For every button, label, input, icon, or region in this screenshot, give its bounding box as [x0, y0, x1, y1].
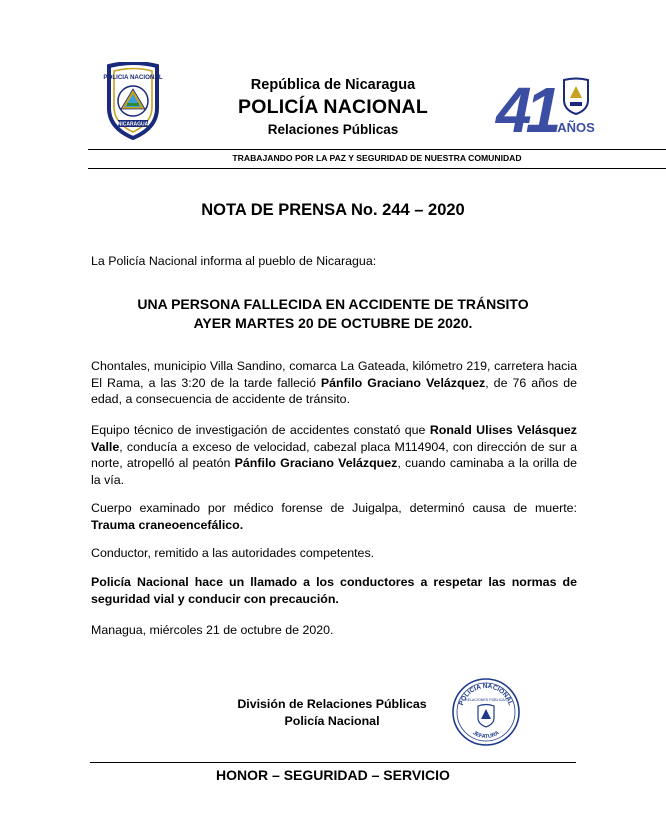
headline-line-2: AYER MARTES 20 DE OCTUBRE DE 2020. [193, 315, 473, 331]
signature-division: División de Relaciones Públicas [237, 697, 427, 711]
paragraph-2-text-b: , conducía a exceso de velocidad, cabezal placa M114904, con dirección de sur a norte, atropelló al peatón [91, 439, 577, 470]
paragraph-5-appeal: Policía Nacional hace un llamado a los conductores a respetar las normas de seguridad vial y conducir con precaución. [91, 575, 577, 606]
paragraph-3-text: Cuerpo examinado por médico forense de Juigalpa, determinó causa de muerte: [91, 501, 577, 515]
paragraph-2-text-a: Equipo técnico de investigación de accidentes constató que [91, 423, 430, 437]
paragraph-3 [91, 500, 577, 533]
driver-name: Ronald Ulises Velásquez Valle [91, 423, 577, 454]
header-rule-bottom [88, 168, 666, 169]
paragraph-1-text-a: Chontales, municipio Villa Sandino, comarca La Gateada, kilómetro 219, carretera hacia El Rama, a las 3:20 de la tarde falleció [91, 359, 577, 390]
anniversary-word: AÑOS [557, 120, 595, 135]
stamp-bottom-text [471, 730, 500, 740]
stamp-bottom-path: JEFATURA [471, 730, 501, 741]
anniversary-number: 41 [496, 74, 556, 140]
badge-bottom-text: NICARAGUA [117, 121, 149, 128]
signature-institution: Policía Nacional [284, 714, 380, 728]
paragraph-1 [91, 358, 577, 408]
header-motto: TRABAJANDO POR LA PAZ Y SEGURIDAD DE NUESTRA COMUNIDAD [232, 153, 522, 163]
header-republic: República de Nicaragua [250, 77, 416, 93]
paragraph-2-text-c: , cuando caminaba a la orilla de la vía. [91, 456, 577, 487]
header-police-name: POLICÍA NACIONAL [238, 96, 428, 118]
official-stamp [450, 676, 522, 748]
cause-of-death: Trauma craneoencefálico. [91, 517, 244, 532]
paragraph-2 [91, 422, 577, 488]
victim-name: Pánfilo Graciano Velázquez [320, 375, 486, 390]
header-department: Relaciones Públicas [267, 122, 399, 137]
stamp-top-path: POLICIA NACIONAL [458, 682, 514, 707]
place-date: Managua, miércoles 21 de octubre de 2020. [91, 623, 334, 637]
stamp-middle-text: RELACIONES PÚBLICAS [465, 698, 507, 702]
footer-motto: HONOR – SEGURIDAD – SERVICIO [216, 767, 450, 783]
intro-text: La Policía Nacional informa al pueblo de Nicaragua: [91, 254, 377, 268]
paragraph-4: Conductor, remitido a las autoridades competentes. [91, 546, 375, 560]
badge-top-text: POLICIA NACIONAL [103, 74, 163, 81]
header-rule-top [88, 149, 666, 150]
paragraph-1-text-b: , de 76 años de edad, a consecuencia de accidente de tránsito. [91, 375, 577, 406]
headline-line-1: UNA PERSONA FALLECIDA EN ACCIDENTE DE TRÁNSITO [137, 296, 529, 312]
footer-rule [90, 762, 576, 763]
pedestrian-name: Pánfilo Graciano Velázquez [234, 456, 398, 470]
anniversary-41-logo [492, 72, 600, 140]
press-note-title: NOTA DE PRENSA No. 244 – 2020 [201, 201, 465, 219]
stamp-top-text [458, 683, 514, 707]
